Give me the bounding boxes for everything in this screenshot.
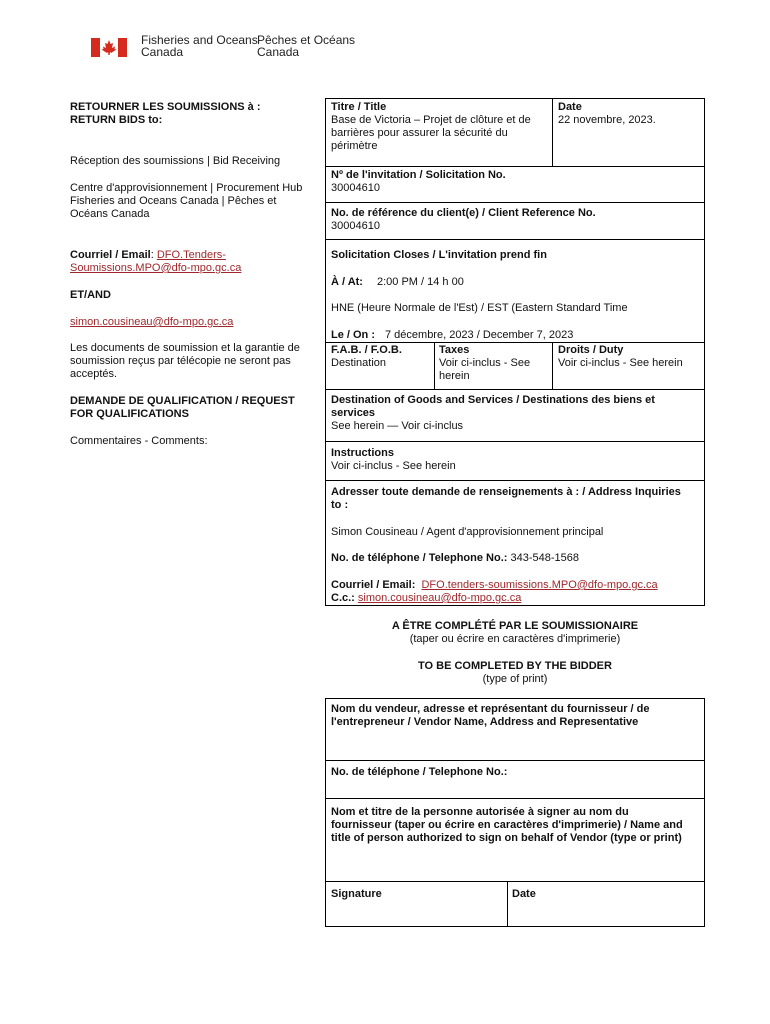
contact-name: Simon Cousineau / Agent d'approvisionnement principal	[331, 526, 604, 538]
closing-date: Le / On : 7 décembre, 2023 / December 7, 2023	[331, 329, 574, 341]
destination-field: Destination of Goods and Services / Destinations des biens et services See herein — Voir ci-inclus	[331, 394, 655, 432]
procurement-hub-address: Centre d'approvisionnement | Procurement Hub Fisheries and Oceans Canada | Pêches et Océans Canada	[70, 182, 303, 220]
address-inquiries-label: Adresser toute demande de renseignements à : / Address Inquiries to :	[331, 486, 681, 511]
cc-email-link[interactable]: simon.cousineau@dfo-mpo.gc.ca	[357, 592, 522, 604]
fax-notice: Les documents de soumission et la garantie de soumission reçus par télécopie ne seront pas acceptés.	[70, 342, 300, 380]
contact-phone: No. de téléphone / Telephone No.: 343-548-1568	[331, 552, 579, 564]
date-field: Date 22 novembre, 2023.	[558, 101, 656, 126]
secondary-email-link[interactable]: simon.cousineau@dfo-mpo.gc.ca	[70, 316, 234, 328]
tender-email-link-cont[interactable]: Soumissions.MPO@dfo-mpo.gc.ca	[70, 262, 242, 274]
secondary-email-wrap	[70, 316, 315, 329]
comments-label: Commentaires - Comments:	[70, 435, 208, 447]
closing-time: À / At: 2:00 PM / 14 h 00	[331, 276, 464, 288]
taxes-field: Taxes Voir ci-inclus - See herein	[439, 344, 531, 382]
contact-email: Courriel / Email: DFO.tenders-soumissions.MPO@dfo-mpo.gc.ca C.c.: simon.cousineau@dfo-mpo.gc.ca	[331, 579, 658, 604]
department-name-fr: Pêches et Océans Canada	[257, 33, 356, 59]
fob-field: F.A.B. / F.O.B. Destination	[331, 344, 402, 369]
solicitation-number: Nº de l'invitation / Solicitation No. 30004610	[331, 169, 506, 194]
bidder-heading-en: TO BE COMPLETED BY THE BIDDER (type of print)	[418, 660, 612, 685]
bidder-heading-fr: A ÊTRE COMPLÉTÉ PAR LE SOUMISSIONAIRE (taper ou écrire en caractères d'imprimerie)	[391, 620, 639, 645]
duties-field: Droits / Duty Voir ci-inclus - See herein	[558, 344, 683, 369]
signature-date-field[interactable]: Date	[512, 888, 536, 900]
et-and-label: ET/AND	[70, 289, 111, 301]
instructions-field: Instructions Voir ci-inclus - See herein	[331, 447, 456, 472]
vendor-name-field[interactable]: Nom du vendeur, adresse et représentant du fournisseur / de l'entrepreneur / Vendor Name, Address and Representative	[331, 703, 650, 728]
vendor-phone-field[interactable]: No. de téléphone / Telephone No.:	[331, 766, 508, 778]
request-for-qualifications: DEMANDE DE QUALIFICATION / REQUEST FOR QUALIFICATIONS	[70, 395, 295, 420]
inquiry-email-link[interactable]: DFO.tenders-soumissions.MPO@dfo-mpo.gc.ca	[421, 579, 658, 591]
timezone: HNE (Heure Normale de l'Est) / EST (Eastern Standard Time	[331, 302, 628, 314]
canada-flag-icon	[91, 38, 127, 57]
signature-field[interactable]: Signature	[331, 888, 382, 900]
solicitation-closes-label: Solicitation Closes / L'invitation prend fin	[331, 249, 547, 261]
department-name-en: Fisheries and Oceans Canada	[141, 33, 258, 59]
authorized-signer-field[interactable]: Nom et titre de la personne autorisée à signer au nom du fournisseur (taper ou écrire en caractères d'imprimerie) / Name and title of person authorized to sign on behalf of Vendor (type or print)	[331, 806, 683, 844]
client-reference-number: No. de référence du client(e) / Client Reference No. 30004610	[331, 207, 596, 232]
tender-email-link[interactable]: DFO.Tenders-	[156, 249, 226, 261]
email-label: Courriel / Email	[70, 249, 151, 261]
bid-email-block: Courriel / Email: DFO.Tenders- Soumissions.MPO@dfo-mpo.gc.ca	[70, 249, 242, 274]
title-field: Titre / Title Base de Victoria – Projet de clôture et de barrières pour assurer la sécurité du périmètre	[331, 101, 531, 152]
return-bids-heading: RETOURNER LES SOUMISSIONS à : RETURN BIDS to:	[70, 101, 261, 126]
bid-receiving: Réception des soumissions | Bid Receiving	[70, 155, 281, 167]
